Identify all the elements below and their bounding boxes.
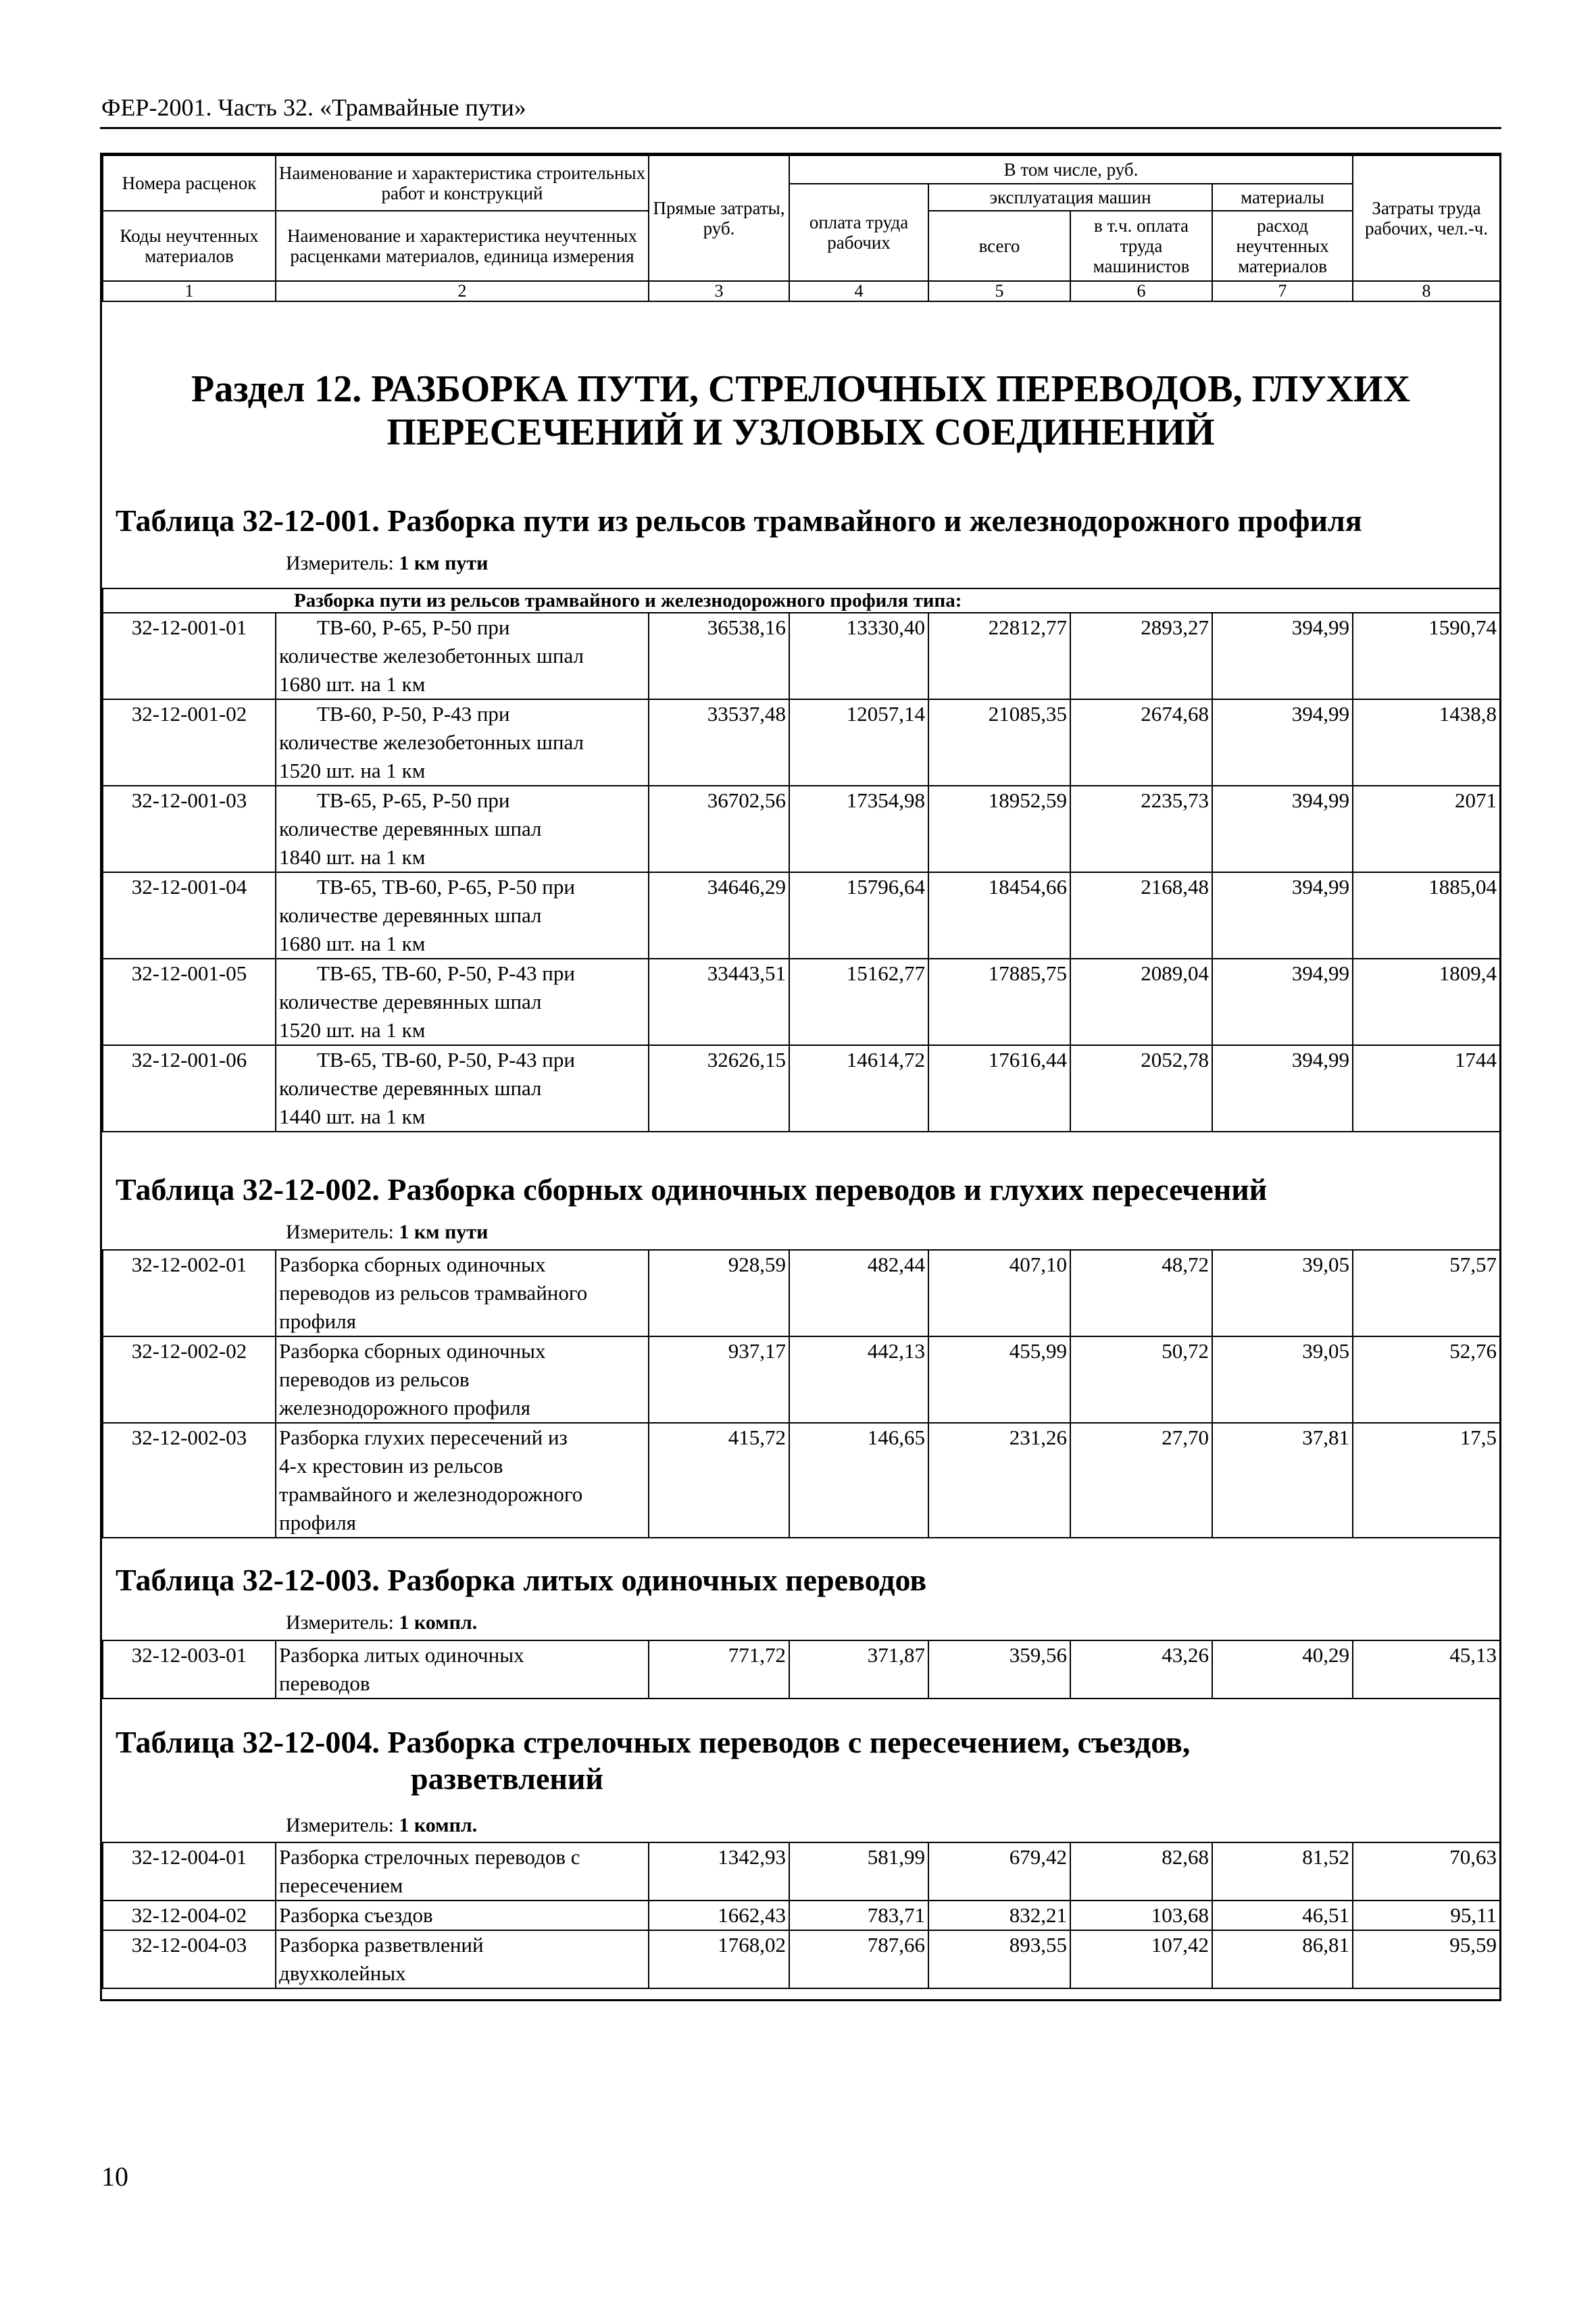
description-line: ТВ-60, Р-50, Р-43 при <box>317 702 510 726</box>
value-col-5: 21085,35 <box>928 699 1070 786</box>
header-rule <box>100 127 1501 129</box>
value-col-4: 371,87 <box>789 1640 928 1699</box>
value-col-8: 17,5 <box>1353 1423 1500 1538</box>
table-title-004-line1: Таблица 32-12-004. Разборка стрелочных переводов с пересечением, съездов, <box>116 1725 1191 1759</box>
meter-002: Измеритель: 1 км пути <box>286 1221 489 1243</box>
value-col-3: 36538,16 <box>649 613 789 699</box>
head-c1a: Номера расценок <box>103 155 276 211</box>
value-col-6: 27,70 <box>1070 1423 1212 1538</box>
value-col-6: 2893,27 <box>1070 613 1212 699</box>
rate-code: 32-12-002-02 <box>103 1336 276 1423</box>
table-row <box>103 1901 1500 1930</box>
value-col-6: 2089,04 <box>1070 959 1212 1045</box>
span-row: Разборка пути из рельсов трамвайного и железнодорожного профиля типа: <box>103 588 1500 613</box>
head-mat: материалы <box>1212 184 1353 211</box>
page-number: 10 <box>101 2161 128 2192</box>
table-32-12-003 <box>102 1640 1501 1699</box>
value-col-3: 937,17 <box>649 1336 789 1423</box>
work-description <box>276 786 649 872</box>
rate-code: 32-12-004-02 <box>103 1901 276 1930</box>
value-col-7: 394,99 <box>1212 699 1353 786</box>
rate-code: 32-12-001-05 <box>103 959 276 1045</box>
head-num-2: 2 <box>276 281 649 301</box>
value-col-6: 43,26 <box>1070 1640 1212 1699</box>
value-col-7: 39,05 <box>1212 1336 1353 1423</box>
head-c2b: Наименование и характеристика неучтенных расценками материалов, единица измерения <box>276 211 649 281</box>
description-line: 1520 шт. на 1 км <box>279 759 426 782</box>
rate-code: 32-12-004-03 <box>103 1930 276 1988</box>
value-col-5: 832,21 <box>928 1901 1070 1930</box>
description-line: Разборка разветвлений <box>279 1933 484 1957</box>
value-col-8: 2071 <box>1353 786 1500 872</box>
head-c7: расход неучтенных материалов <box>1212 211 1353 281</box>
description-line: ТВ-65, ТВ-60, Р-50, Р-43 при <box>317 961 575 985</box>
table-row <box>103 1640 1500 1699</box>
head-num-4: 4 <box>789 281 928 301</box>
table-row <box>103 1045 1500 1132</box>
head-num-5: 5 <box>928 281 1070 301</box>
description-line: Разборка сборных одиночных <box>279 1339 546 1363</box>
value-col-3: 415,72 <box>649 1423 789 1538</box>
work-description <box>276 1336 649 1423</box>
rate-code: 32-12-003-01 <box>103 1640 276 1699</box>
work-description <box>276 1640 649 1699</box>
value-col-8: 95,59 <box>1353 1930 1500 1988</box>
value-col-6: 107,42 <box>1070 1930 1212 1988</box>
table-title-002: Таблица 32-12-002. Разборка сборных одиночных переводов и глухих пересечений <box>116 1172 1268 1207</box>
rate-code: 32-12-001-04 <box>103 872 276 959</box>
value-col-5: 17885,75 <box>928 959 1070 1045</box>
value-col-8: 1744 <box>1353 1045 1500 1132</box>
description-line: ТВ-65, ТВ-60, Р-50, Р-43 при <box>317 1048 575 1072</box>
value-col-4: 146,65 <box>789 1423 928 1538</box>
head-num-3: 3 <box>649 281 789 301</box>
description-line: 1680 шт. на 1 км <box>279 932 426 955</box>
description-line: Разборка литых одиночных <box>279 1643 524 1667</box>
value-col-7: 37,81 <box>1212 1423 1353 1538</box>
table-row <box>103 1336 1500 1423</box>
value-col-5: 893,55 <box>928 1930 1070 1988</box>
work-description <box>276 613 649 699</box>
description-line: Разборка стрелочных переводов с <box>279 1845 580 1869</box>
table-row <box>103 1930 1500 1988</box>
value-col-3: 36702,56 <box>649 786 789 872</box>
value-col-6: 2168,48 <box>1070 872 1212 959</box>
value-col-8: 95,11 <box>1353 1901 1500 1930</box>
table-32-12-001 <box>102 588 1501 1132</box>
document-header: ФЕР-2001. Часть 32. «Трамвайные пути» <box>101 94 526 121</box>
value-col-3: 34646,29 <box>649 872 789 959</box>
description-line: ТВ-60, Р-65, Р-50 при <box>317 615 510 639</box>
value-col-4: 15162,77 <box>789 959 928 1045</box>
table-row <box>103 786 1500 872</box>
value-col-8: 1885,04 <box>1353 872 1500 959</box>
value-col-8: 70,63 <box>1353 1842 1500 1901</box>
head-num-1: 1 <box>103 281 276 301</box>
rate-code: 32-12-004-01 <box>103 1842 276 1901</box>
value-col-6: 2052,78 <box>1070 1045 1212 1132</box>
value-col-7: 40,29 <box>1212 1640 1353 1699</box>
work-description <box>276 1250 649 1336</box>
work-description <box>276 699 649 786</box>
value-col-6: 48,72 <box>1070 1250 1212 1336</box>
value-col-5: 679,42 <box>928 1842 1070 1901</box>
description-line: Разборка сборных одиночных <box>279 1253 546 1276</box>
description-line: 1680 шт. на 1 км <box>279 672 426 696</box>
value-col-3: 33537,48 <box>649 699 789 786</box>
table-row <box>103 1250 1500 1336</box>
rate-code: 32-12-001-02 <box>103 699 276 786</box>
value-col-6: 103,68 <box>1070 1901 1212 1930</box>
table-row <box>103 613 1500 699</box>
column-header-table <box>102 155 1501 302</box>
value-col-4: 442,13 <box>789 1336 928 1423</box>
rate-code: 32-12-001-06 <box>103 1045 276 1132</box>
value-col-8: 45,13 <box>1353 1640 1500 1699</box>
value-col-3: 33443,51 <box>649 959 789 1045</box>
table-title-003: Таблица 32-12-003. Разборка литых одиночных переводов <box>116 1563 927 1597</box>
table-row <box>103 699 1500 786</box>
value-col-7: 394,99 <box>1212 613 1353 699</box>
value-col-4: 482,44 <box>789 1250 928 1336</box>
work-description <box>276 1930 649 1988</box>
work-description <box>276 872 649 959</box>
head-c6: в т.ч. оплата труда машинистов <box>1070 211 1212 281</box>
rate-code: 32-12-002-03 <box>103 1423 276 1538</box>
description-line: железнодорожного профиля <box>279 1396 531 1419</box>
value-col-5: 231,26 <box>928 1423 1070 1538</box>
description-line: ТВ-65, ТВ-60, Р-65, Р-50 при <box>317 875 575 899</box>
head-group: В том числе, руб. <box>789 155 1353 184</box>
description-line: профиля <box>279 1309 356 1333</box>
value-col-8: 1809,4 <box>1353 959 1500 1045</box>
description-line: количестве железобетонных шпал <box>279 644 584 668</box>
value-col-5: 407,10 <box>928 1250 1070 1336</box>
value-col-4: 581,99 <box>789 1842 928 1901</box>
value-col-7: 39,05 <box>1212 1250 1353 1336</box>
head-num-7: 7 <box>1212 281 1353 301</box>
value-col-4: 12057,14 <box>789 699 928 786</box>
description-line: Разборка съездов <box>279 1903 433 1927</box>
description-line: ТВ-65, Р-65, Р-50 при <box>317 788 510 812</box>
value-col-6: 50,72 <box>1070 1336 1212 1423</box>
head-c2a: Наименование и характеристика строительных работ и конструкций <box>276 155 649 211</box>
description-line: количестве железобетонных шпал <box>279 730 584 754</box>
table-title-004 <box>116 1724 1190 1797</box>
meter-004: Измеритель: 1 компл. <box>286 1814 478 1836</box>
value-col-4: 13330,40 <box>789 613 928 699</box>
value-col-4: 17354,98 <box>789 786 928 872</box>
head-c4: оплата труда рабочих <box>789 184 928 281</box>
head-num-8: 8 <box>1353 281 1500 301</box>
table-row <box>103 1423 1500 1538</box>
table-title-001: Таблица 32-12-001. Разборка пути из рельсов трамвайного и железнодорожного профиля <box>116 503 1362 538</box>
table-32-12-004 <box>102 1842 1501 1989</box>
rate-code: 32-12-002-01 <box>103 1250 276 1336</box>
value-col-7: 394,99 <box>1212 959 1353 1045</box>
value-col-8: 57,57 <box>1353 1250 1500 1336</box>
work-description <box>276 1045 649 1132</box>
table-row <box>103 1842 1500 1901</box>
meter-001: Измеритель: 1 км пути <box>286 552 489 574</box>
description-line: двухколейных <box>279 1961 406 1985</box>
value-col-7: 86,81 <box>1212 1930 1353 1988</box>
value-col-7: 394,99 <box>1212 786 1353 872</box>
work-description <box>276 1842 649 1901</box>
value-col-6: 2674,68 <box>1070 699 1212 786</box>
value-col-8: 1438,8 <box>1353 699 1500 786</box>
table-32-12-002 <box>102 1249 1501 1538</box>
value-col-5: 359,56 <box>928 1640 1070 1699</box>
table-title-004-line2: разветвлений <box>411 1761 603 1796</box>
page-frame <box>100 153 1501 2001</box>
value-col-3: 928,59 <box>649 1250 789 1336</box>
value-col-6: 2235,73 <box>1070 786 1212 872</box>
value-col-3: 1342,93 <box>649 1842 789 1901</box>
value-col-3: 32626,15 <box>649 1045 789 1132</box>
value-col-4: 787,66 <box>789 1930 928 1988</box>
section-title: Раздел 12. РАЗБОРКА ПУТИ, СТРЕЛОЧНЫХ ПЕРЕВОДОВ, ГЛУХИХ ПЕРЕСЕЧЕНИЙ И УЗЛОВЫХ СОЕДИНЕНИЙ <box>191 368 1411 453</box>
value-col-5: 455,99 <box>928 1336 1070 1423</box>
rate-code: 32-12-001-01 <box>103 613 276 699</box>
work-description <box>276 1423 649 1538</box>
description-line: переводов из рельсов <box>279 1367 470 1391</box>
description-line: 1520 шт. на 1 км <box>279 1018 426 1042</box>
value-col-4: 14614,72 <box>789 1045 928 1132</box>
value-col-8: 1590,74 <box>1353 613 1500 699</box>
description-line: трамвайного и железнодорожного <box>279 1482 583 1506</box>
table-row <box>103 959 1500 1045</box>
value-col-7: 81,52 <box>1212 1842 1353 1901</box>
description-line: профиля <box>279 1511 356 1534</box>
value-col-5: 17616,44 <box>928 1045 1070 1132</box>
description-line: количестве деревянных шпал <box>279 903 542 927</box>
head-c3: Прямые затраты, руб. <box>649 155 789 281</box>
description-line: 4-х крестовин из рельсов <box>279 1454 503 1478</box>
description-line: 1440 шт. на 1 км <box>279 1105 426 1128</box>
work-description <box>276 959 649 1045</box>
table-row <box>103 872 1500 959</box>
value-col-4: 15796,64 <box>789 872 928 959</box>
description-line: количестве деревянных шпал <box>279 990 542 1013</box>
value-col-4: 783,71 <box>789 1901 928 1930</box>
head-num-6: 6 <box>1070 281 1212 301</box>
head-c5: всего <box>928 211 1070 281</box>
value-col-7: 46,51 <box>1212 1901 1353 1930</box>
meter-003: Измеритель: 1 компл. <box>286 1611 478 1634</box>
description-line: количестве деревянных шпал <box>279 1076 542 1100</box>
value-col-8: 52,76 <box>1353 1336 1500 1423</box>
work-description <box>276 1901 649 1930</box>
head-ekspl: эксплуатация машин <box>928 184 1212 211</box>
description-line: пересечением <box>279 1873 403 1897</box>
description-line: 1840 шт. на 1 км <box>279 845 426 869</box>
value-col-5: 22812,77 <box>928 613 1070 699</box>
description-line: количестве деревянных шпал <box>279 817 542 840</box>
value-col-7: 394,99 <box>1212 1045 1353 1132</box>
description-line: Разборка глухих пересечений из <box>279 1426 568 1449</box>
value-col-3: 771,72 <box>649 1640 789 1699</box>
value-col-3: 1662,43 <box>649 1901 789 1930</box>
description-line: переводов <box>279 1671 370 1695</box>
value-col-5: 18952,59 <box>928 786 1070 872</box>
description-line: переводов из рельсов трамвайного <box>279 1281 588 1305</box>
value-col-3: 1768,02 <box>649 1930 789 1988</box>
value-col-7: 394,99 <box>1212 872 1353 959</box>
rate-code: 32-12-001-03 <box>103 786 276 872</box>
head-c8: Затраты труда рабочих, чел.-ч. <box>1353 155 1500 281</box>
value-col-5: 18454,66 <box>928 872 1070 959</box>
head-c1b: Коды неучтенных материалов <box>103 211 276 281</box>
value-col-6: 82,68 <box>1070 1842 1212 1901</box>
